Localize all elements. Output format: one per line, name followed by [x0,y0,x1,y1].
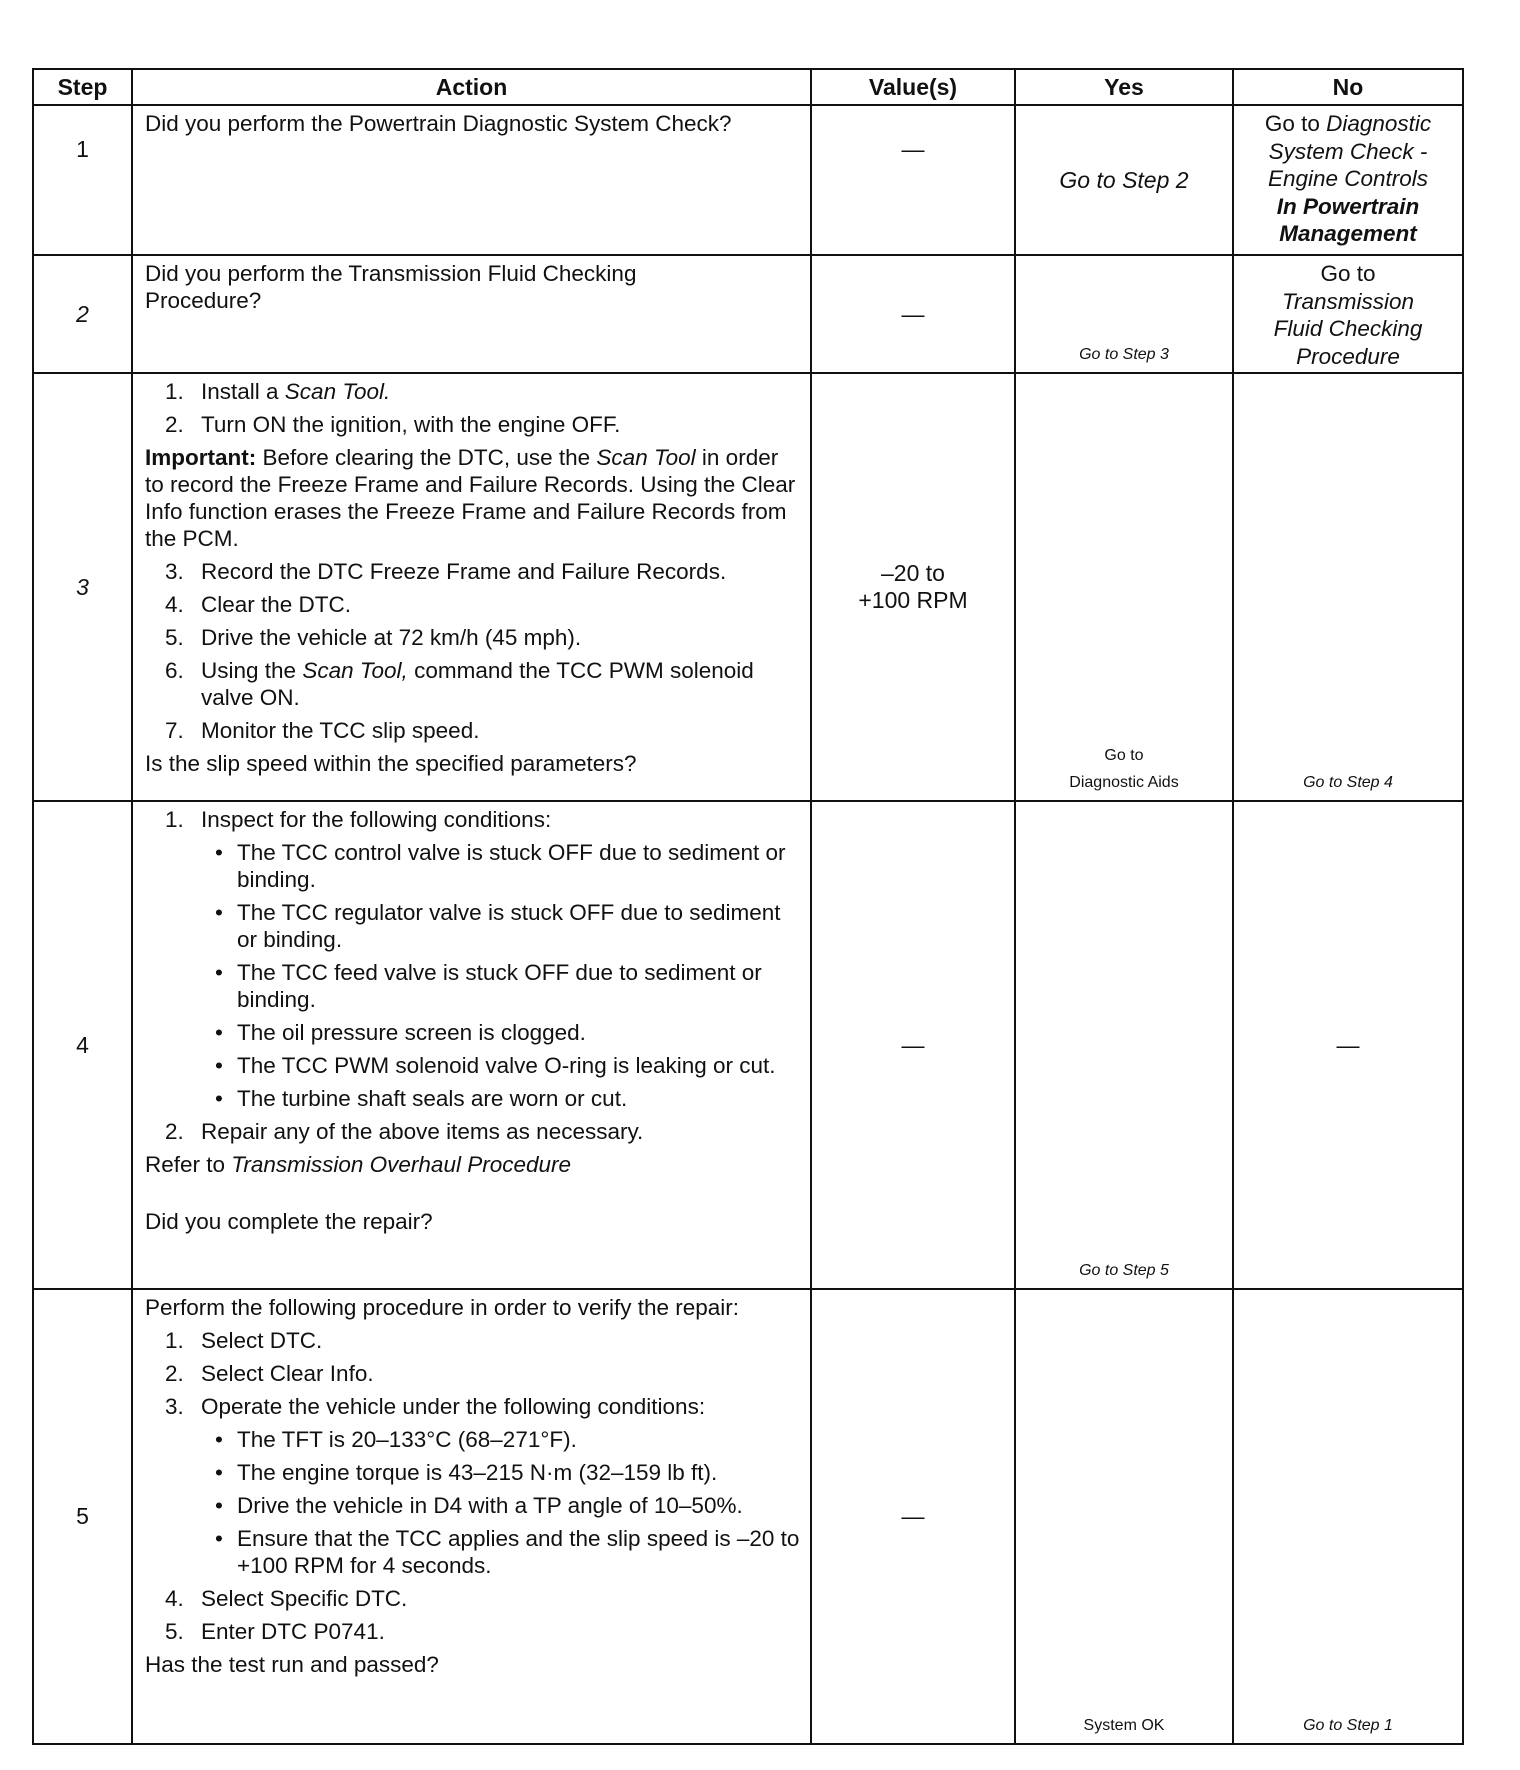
action-cell [132,373,811,801]
bullet-item: • The turbine shaft seals are worn or cut. [145,1085,800,1112]
no-text: — [1336,1031,1360,1058]
no-cell [1233,373,1463,801]
table-row [33,1289,1463,1744]
no-text-line: Diagnostic [1326,111,1432,136]
step-number: 2 [33,255,132,373]
action-steps [145,1118,800,1145]
important-note: Important: Before clearing the DTC, use the Scan Tool in order to record the Freeze Frame and Failure Records. Using the Clear Info function erases the Freeze Frame and Failure Records from the PCM. [145,445,796,551]
yes-text: Go to Step 5 [1079,1262,1169,1279]
header-step: Step [33,69,132,105]
value-cell [811,255,1015,373]
action-cell [132,255,811,373]
header-values: Value(s) [811,69,1015,105]
list-item: 2. Turn ON the ignition, with the engine OFF. [145,411,800,438]
yes-cell [1015,1289,1233,1744]
no-text-line: Transmission [1281,288,1415,314]
yes-text: Go to Diagnostic Aids [1069,747,1179,791]
value-cell [811,1289,1015,1744]
no-cell [1233,105,1463,255]
condition-list [145,839,800,1112]
yes-cell [1015,105,1233,255]
step-number: 5 [33,1289,132,1744]
header-action: Action [132,69,811,105]
action-cell [132,1289,811,1744]
list-item: 2. Repair any of the above items as necessary. [145,1118,800,1145]
action-steps [145,1327,800,1420]
no-text-line: Go to [1264,111,1327,136]
no-text-line: System Check - [1268,138,1428,164]
table-row [33,373,1463,801]
step-number: 4 [33,801,132,1289]
no-text: Go to Step 1 [1303,1717,1393,1734]
no-cell [1233,801,1463,1289]
bullet-item: • The oil pressure screen is clogged. [145,1019,800,1046]
step-number: 1 [33,105,132,255]
action-steps [145,1585,800,1645]
action-question: Is the slip speed within the specified parameters? [145,751,637,776]
value-text: — [901,136,925,162]
action-intro: Perform the following procedure in order to verify the repair: [145,1295,740,1320]
yes-text: Go to Step 3 [1079,346,1169,363]
value-text: — [901,300,925,327]
bullet-item: • The TCC PWM solenoid valve O-ring is leaking or cut. [145,1052,800,1079]
action-question: Did you complete the repair? [145,1209,433,1234]
bullet-item: • The TCC feed valve is stuck OFF due to sediment or binding. [145,959,800,1013]
table-row [33,255,1463,373]
list-item: 3. Operate the vehicle under the following conditions: [145,1393,800,1420]
list-item: 1. Install a Scan Tool. [145,378,800,405]
bullet-item: • The TFT is 20–133°C (68–271°F). [145,1426,800,1453]
header-row [33,69,1463,105]
list-item: 4. Clear the DTC. [145,591,800,618]
no-text-line: Fluid Checking [1273,316,1423,341]
list-item: 1. Inspect for the following conditions: [145,806,800,833]
yes-text: Go to Step 2 [1059,166,1189,193]
action-steps [145,378,800,438]
no-cell [1233,255,1463,373]
bullet-item: • Drive the vehicle in D4 with a TP angle of 10–50%. [145,1492,800,1519]
no-text-line: Engine Controls [1267,166,1429,191]
header-no: No [1233,69,1463,105]
yes-cell [1015,373,1233,801]
action-text: Did you perform the Powertrain Diagnostic System Check? [145,111,732,136]
no-text-line: Management [1279,221,1417,246]
no-text [1234,256,1462,370]
action-cell [132,801,811,1289]
bullet-item: • The TCC control valve is stuck OFF due to sediment or binding. [145,839,800,893]
list-item: 5. Drive the vehicle at 72 km/h (45 mph). [145,624,800,651]
value-text: — [901,1031,925,1058]
condition-list [145,1426,800,1579]
no-text-line: Go to [1320,261,1376,286]
table-row [33,105,1463,255]
no-text-line: In Powertrain [1276,193,1420,219]
yes-cell [1015,255,1233,373]
action-steps [145,806,800,833]
step-number: 3 [33,373,132,801]
value-text: –20 to [881,560,945,586]
action-cell [132,105,811,255]
bullet-item: • The engine torque is 43–215 N·m (32–159 lb ft). [145,1459,800,1486]
no-text: Go to Step 4 [1303,774,1393,791]
action-steps [145,558,800,744]
no-text [1234,106,1462,248]
bullet-item: • The TCC regulator valve is stuck OFF due to sediment or binding. [145,899,800,953]
action-question: Has the test run and passed? [145,1652,439,1677]
list-item: 7. Monitor the TCC slip speed. [145,717,800,744]
value-cell [811,373,1015,801]
action-text: Did you perform the Transmission Fluid Checking Procedure? [145,261,637,313]
value-text: +100 RPM [858,587,968,613]
table-row [33,801,1463,1289]
diagnostic-table [32,68,1464,1745]
list-item: 5. Enter DTC P0741. [145,1618,800,1645]
list-item: 6. Using the Scan Tool, command the TCC PWM solenoid valve ON. [145,657,800,711]
list-item: 4. Select Specific DTC. [145,1585,800,1612]
value-cell [811,801,1015,1289]
yes-text: System OK [1083,1717,1165,1734]
list-item: 1. Select DTC. [145,1327,800,1354]
value-cell [811,105,1015,255]
bullet-item: • Ensure that the TCC applies and the slip speed is –20 to +100 RPM for 4 seconds. [145,1525,800,1579]
yes-cell [1015,801,1233,1289]
value-text: — [901,1503,925,1529]
refer-text: Refer to Transmission Overhaul Procedure [145,1152,572,1177]
diagnostic-table-sheet [32,68,1464,1745]
list-item: 3. Record the DTC Freeze Frame and Failure Records. [145,558,800,585]
header-yes: Yes [1015,69,1233,105]
list-item: 2. Select Clear Info. [145,1360,800,1387]
no-text-line: Procedure [1296,343,1400,369]
no-cell [1233,1289,1463,1744]
